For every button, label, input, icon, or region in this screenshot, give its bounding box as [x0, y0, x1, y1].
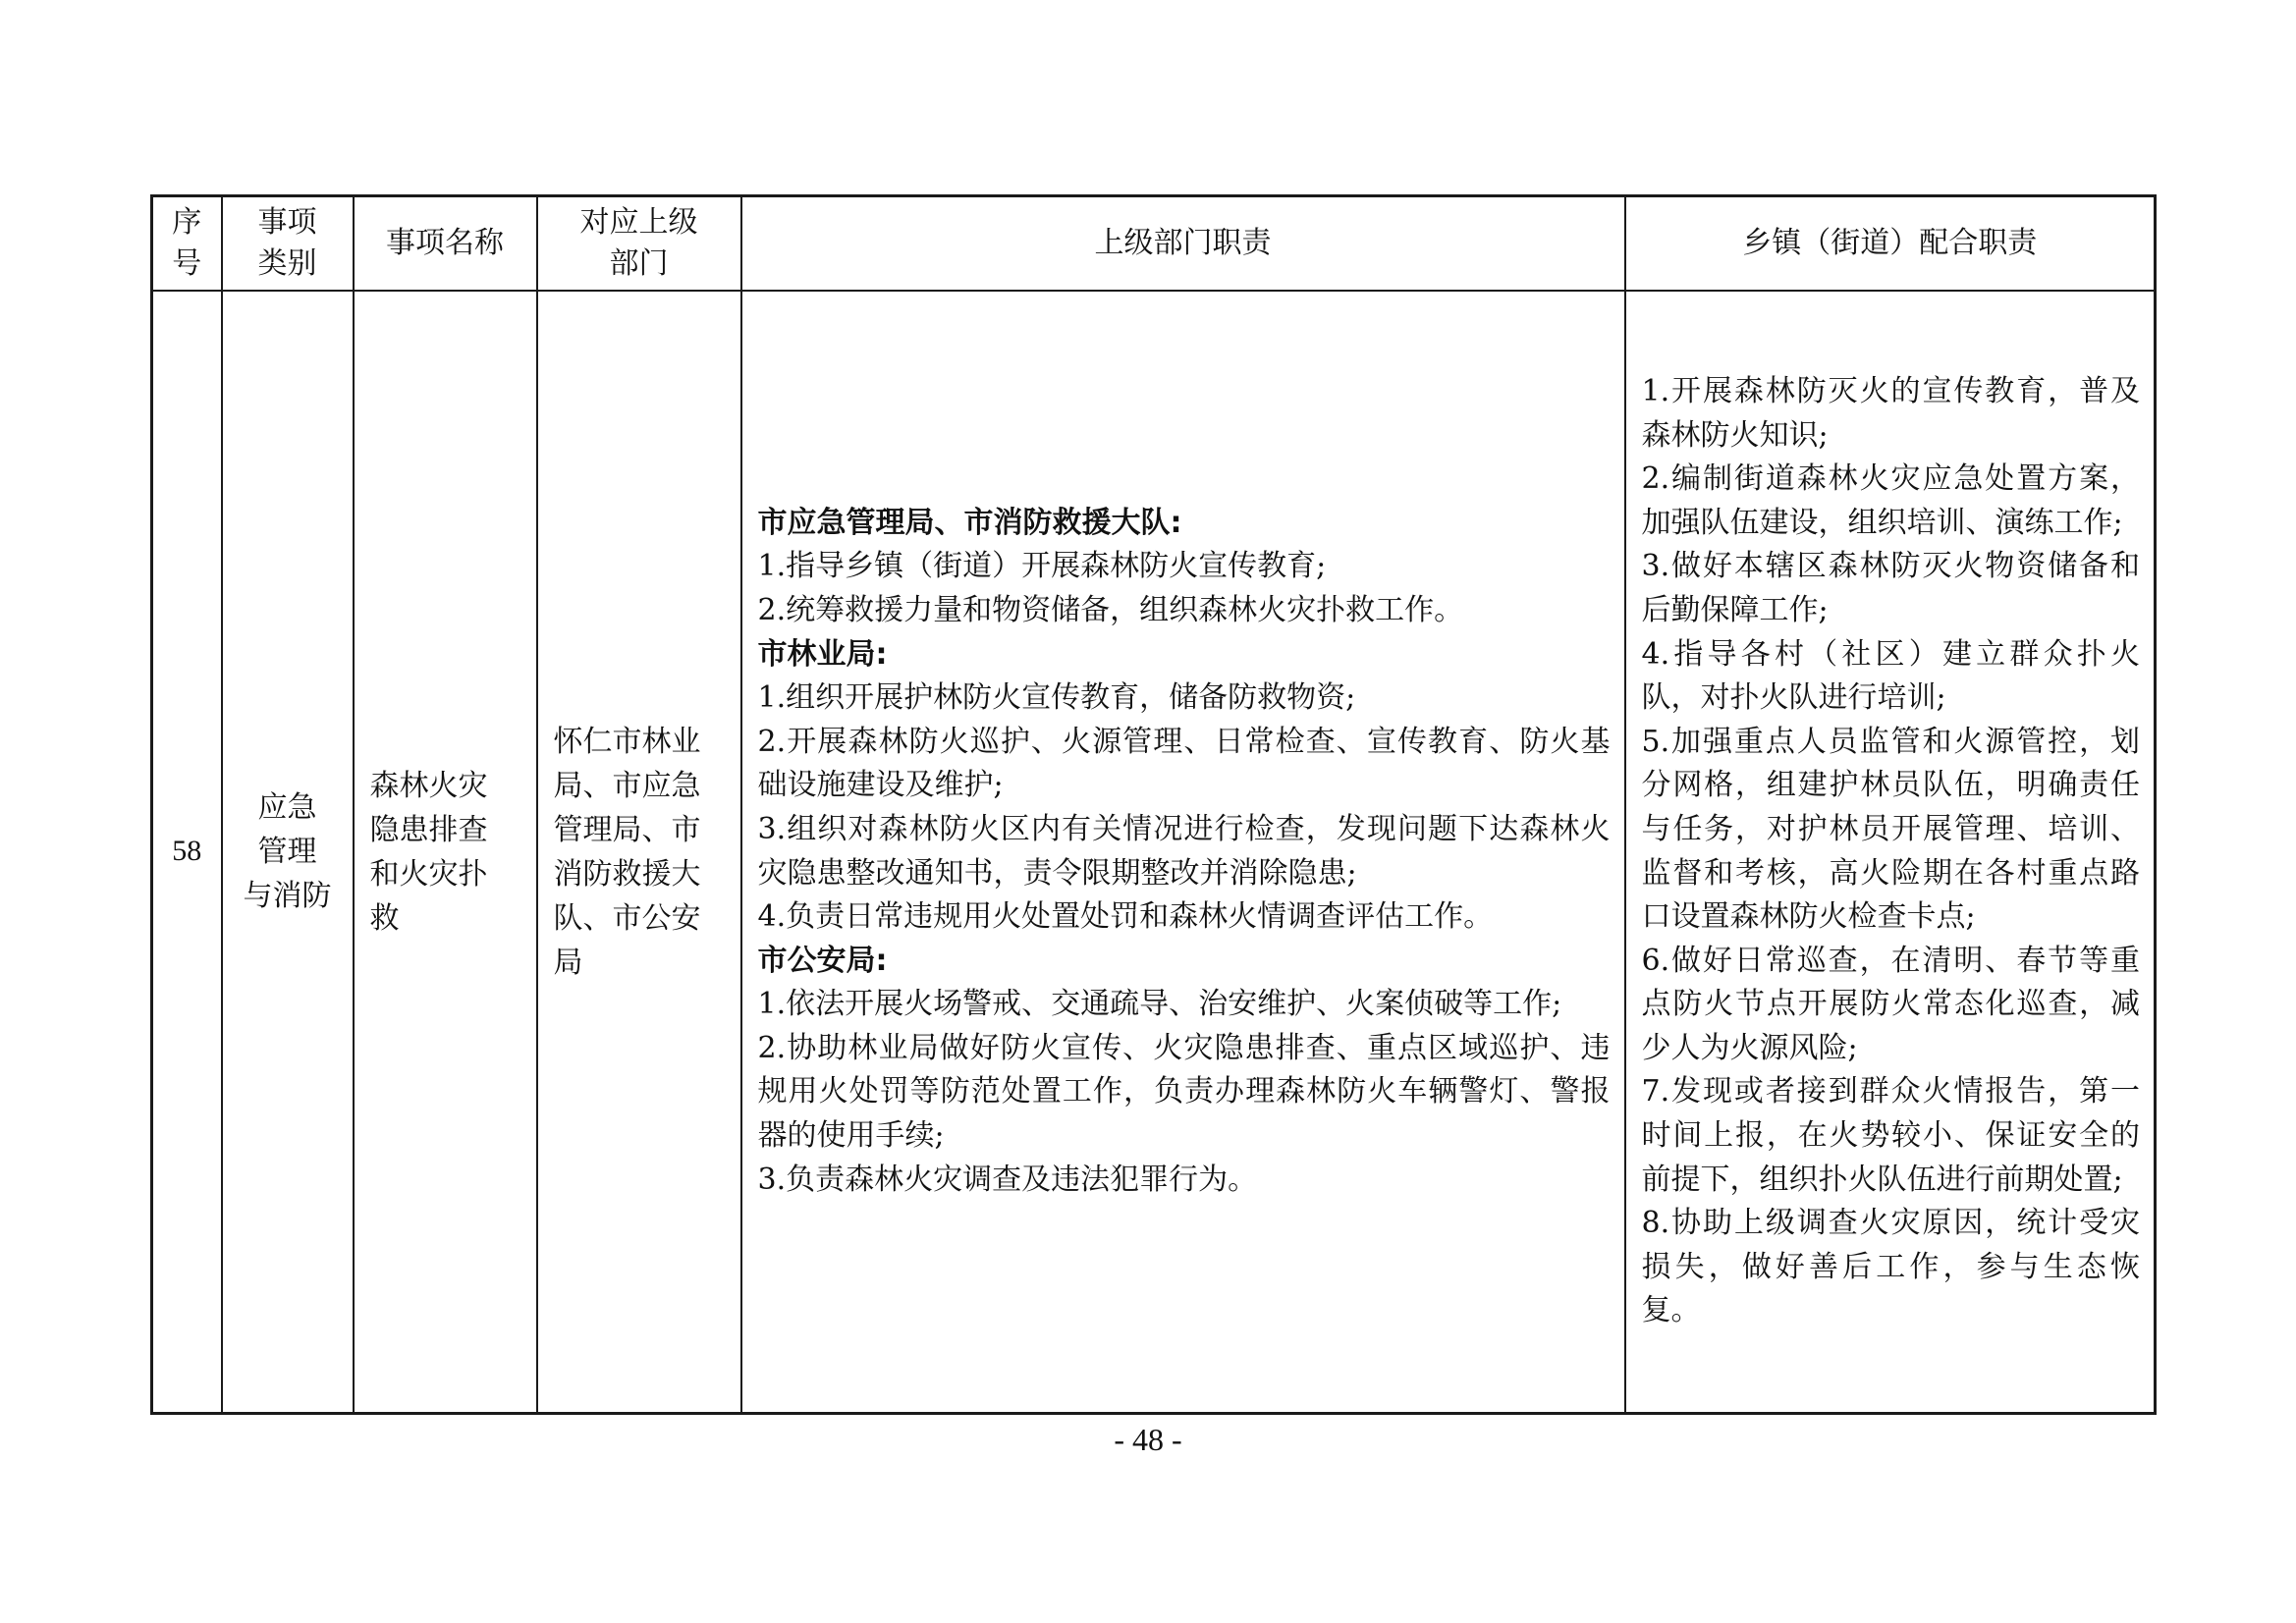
cell-name: 森林火灾 隐患排查 和火灾扑 救 [354, 291, 537, 1414]
town-duties-list [1626, 370, 2155, 1333]
header-category: 事项 类别 [222, 196, 354, 292]
cell-superior-duties [741, 291, 1625, 1414]
duty-table [150, 194, 2157, 1415]
superior-duty-item: 1.依法开展火场警戒、交通疏导、治安维护、火案侦破等工作; [757, 987, 1562, 1022]
page-number: - 48 - [1114, 1422, 1182, 1457]
header-superior: 上级部门职责 [741, 196, 1625, 292]
cell-dept: 怀仁市林业 局、市应急 管理局、市 消防救援大 队、市公安 局 [537, 291, 741, 1414]
town-duty-item: 4.指导各村（社区）建立群众扑火队，对扑火队进行培训; [1641, 636, 2140, 716]
superior-duty-item: 4.负责日常违规用火处置处罚和森林火情调查评估工作。 [757, 899, 1494, 935]
cell-category: 应急 管理 与消防 [222, 291, 354, 1414]
town-duty-item: 7.发现或者接到群众火情报告，第一时间上报，在火势较小、保证安全的前提下，组织扑火队伍进行前期处置; [1641, 1074, 2140, 1197]
header-seq: 序 号 [152, 196, 222, 292]
superior-dept-heading: 市林业局: [757, 636, 888, 672]
town-duty-item: 2.编制街道森林火灾应急处置方案，加强队伍建设，组织培训、演练工作; [1641, 461, 2140, 540]
header-dept: 对应上级 部门 [537, 196, 741, 292]
superior-duties-list [742, 502, 1624, 1203]
superior-dept-heading: 市应急管理局、市消防救援大队: [757, 505, 1182, 540]
town-duty-item: 3.做好本辖区森林防灭火物资储备和后勤保障工作; [1641, 549, 2140, 627]
superior-duty-item: 2.协助林业局做好防火宣传、火灾隐患排查、重点区域巡护、违规用火处罚等防范处置工作，负责办理森林防火车辆警灯、警报器的使用手续; [757, 1030, 1611, 1154]
cell-town-duties [1625, 291, 2156, 1414]
cell-seq: 58 [152, 291, 222, 1414]
superior-duty-item: 3.组织对森林防火区内有关情况进行检查，发现问题下达森林火灾隐患整改通知书，责令限期整改并消除隐患; [757, 811, 1611, 891]
town-duty-item: 6.做好日常巡查，在清明、春节等重点防火节点开展防火常态化巡查，减少人为火源风险; [1641, 943, 2140, 1065]
superior-dept-heading: 市公安局: [757, 943, 888, 978]
header-town: 乡镇（街道）配合职责 [1625, 196, 2156, 292]
table-row [152, 291, 2156, 1414]
superior-duty-item: 1.组织开展护林防火宣传教育，储备防救物资; [757, 680, 1356, 716]
superior-duty-item: 3.负责森林火灾调查及违法犯罪行为。 [757, 1162, 1258, 1197]
superior-duty-item: 1.指导乡镇（街道）开展森林防火宣传教育; [757, 549, 1327, 584]
town-duty-item: 8.协助上级调查火灾原因，统计受灾损失，做好善后工作，参与生态恢复。 [1641, 1206, 2140, 1328]
town-duty-item: 5.加强重点人员监管和火源管控，划分网格，组建护林员队伍，明确责任与任务，对护林员开展管理、培训、监督和考核，高火险期在各村重点路口设置森林防火检查卡点; [1641, 724, 2140, 935]
superior-duty-item: 2.统筹救援力量和物资储备，组织森林火灾扑救工作。 [757, 592, 1464, 627]
header-name: 事项名称 [354, 196, 537, 292]
superior-duty-item: 2.开展森林防火巡护、火源管理、日常检查、宣传教育、防火基础设施建设及维护; [757, 724, 1611, 803]
town-duty-item: 1.开展森林防灭火的宣传教育，普及森林防火知识; [1641, 373, 2140, 453]
header-row [152, 196, 2156, 292]
